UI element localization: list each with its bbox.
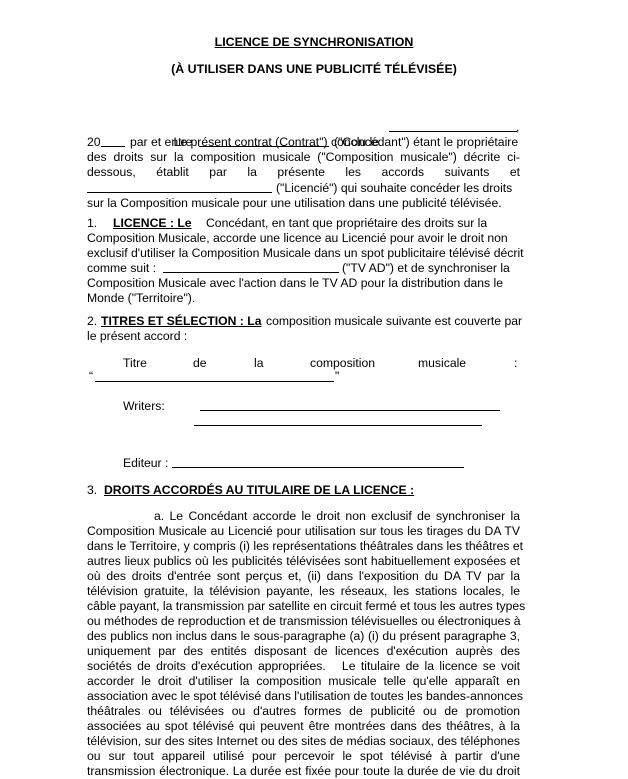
intro-line-5: ("Licencié") qui souhaite concéder les droits	[276, 181, 513, 195]
section-3-line-18: transmission électronique. La durée est fixée pour toute la durée de vie du droit	[87, 764, 520, 778]
section-1-line-4b: ("TV AD") et de synchroniser la	[342, 261, 510, 275]
section-2-line-1: composition musicale suivante est couverte par	[266, 314, 523, 328]
section-1-heading: LICENCE : Le	[113, 216, 192, 230]
section-3-line-12: accorder le droit d'utiliser la composition musicale telle qu'elle apparaît en	[87, 674, 520, 688]
tv-ad-blank	[163, 272, 339, 273]
section-3-line-11: sociétés de droits d'exécution appropriées. Le titulaire de la licence se voit	[87, 659, 520, 673]
editeur-label: Editeur :	[123, 456, 169, 470]
section-2-line-2: le présent accord :	[87, 329, 188, 343]
section-3-line-7: câble payant, la transmission par satellite en circuit fermé et tous les autres types	[87, 599, 526, 613]
section-3-line-1: a. Le Concédant accorde le droit non exclusif de synchroniser la	[154, 509, 520, 523]
document-subtitle: (À UTILISER DANS UNE PUBLICITÉ TÉLÉVISÉE)	[171, 62, 457, 76]
section-1-line-5: Composition Musicale avec l'action dans le TV AD pour la distribution dans le	[87, 276, 504, 290]
document-title: LICENCE DE SYNCHRONISATION	[214, 35, 414, 49]
section-3-line-10: uniquement par des entités disposant de licences d'exécution auprès des	[87, 644, 520, 658]
section-1-line-4a: comme suit :	[87, 261, 157, 275]
intro-text: Le présent contrat (Contrat") conclu le	[173, 135, 380, 150]
date-blank	[389, 131, 517, 132]
writers-blank-2	[194, 425, 482, 426]
titre-word-1: Titre	[123, 356, 147, 370]
titre-word-5: musicale	[418, 356, 467, 370]
intro-line-3: des droits sur la composition musicale ("Composition musicale") décrite ci-	[87, 150, 520, 164]
section-3-line-14: théâtrales ou télévisées ou d'autres formes de publicité ou de promotion	[87, 704, 520, 718]
section-1-line-6: Monde ("Territoire").	[87, 291, 196, 305]
intro-line-2a: 20	[87, 135, 101, 149]
section-3-line-8: ou méthodes de reproduction et de transmission télévisuelles ou électroniques à	[87, 614, 521, 628]
section-3-line-4: autres lieux publics où les publicités télévisées sont habituellement exposées et	[87, 554, 520, 568]
year-blank	[101, 146, 125, 147]
section-3-line-17: ou sur tout appareil utilisé pour percevoir le spot télévisé à partir d'une	[87, 749, 520, 763]
titre-blank	[95, 381, 334, 382]
quote-open: “	[89, 369, 94, 383]
titre-word-4: composition	[310, 356, 376, 370]
section-1-line-1: Concédant, en tant que propriétaire des droits sur la	[206, 216, 488, 230]
section-3-line-13: association avec le spot télévisé dans l'utilisation de toutes les bandes-annonces	[87, 689, 523, 703]
section-3-line-15: associées au spot télévisé qui peuvent être montrées dans des théâtres, à la	[87, 719, 520, 733]
section-3-line-6: télévision gratuite, la télévision payante, les réseaux, les stations locales, le	[87, 584, 520, 598]
section-3-line-16: télévision, sur des sites Internet ou des sites de médias sociaux, des téléphones	[87, 734, 520, 748]
quote-close: "	[335, 369, 340, 383]
section-2-number: 2.	[87, 314, 98, 328]
titre-word-2: de	[193, 356, 207, 370]
writers-label: Writers:	[123, 399, 165, 413]
section-1-line-2: Composition Musicale, accorde une licence au Licencié pour avoir le droit non	[87, 231, 508, 245]
intro-line-2c: ("Concédant") étant le propriétaire	[334, 135, 519, 149]
section-3-line-9: des publics non inclus dans le sous-paragraphe (a) (i) du présent paragraphe 3,	[87, 629, 520, 643]
section-1-line-3: exclusif d'utiliser la Composition Musicale dans un spot publicitaire télévisé décrit	[87, 246, 524, 260]
licencie-blank	[87, 192, 272, 193]
intro-line-2b: par et entre	[130, 135, 193, 149]
section-3-line-3: dans le Territoire, y compris (i) les représentations théâtrales dans les théâtres et	[87, 539, 524, 553]
section-3-line-5: où des droits d'entrée sont perçus et, (ii) dans l'exposition du DA TV par la	[87, 569, 520, 583]
section-3-heading: DROITS ACCORDÉS AU TITULAIRE DE LA LICENCE :	[104, 483, 415, 497]
titre-word-6: :	[514, 356, 518, 370]
writers-blank-1	[200, 410, 500, 411]
comma: ,	[516, 120, 520, 134]
section-3-line-2: Composition Musicale au Licencié pour utilisation sur tous les tirages du DA TV	[87, 524, 520, 538]
section-3-number: 3.	[87, 483, 98, 497]
titre-word-3: la	[254, 356, 264, 370]
editeur-blank	[172, 467, 464, 468]
intro-line-6: sur la Composition musicale pour une utilisation dans une publicité télévisée.	[87, 196, 502, 210]
section-1-number: 1.	[87, 216, 98, 230]
section-2-heading: TITRES ET SÉLECTION : La	[101, 314, 262, 328]
concedant-blank	[199, 146, 329, 147]
intro-line-4: dessous, établit par la présente les accords suivants et	[87, 165, 520, 179]
